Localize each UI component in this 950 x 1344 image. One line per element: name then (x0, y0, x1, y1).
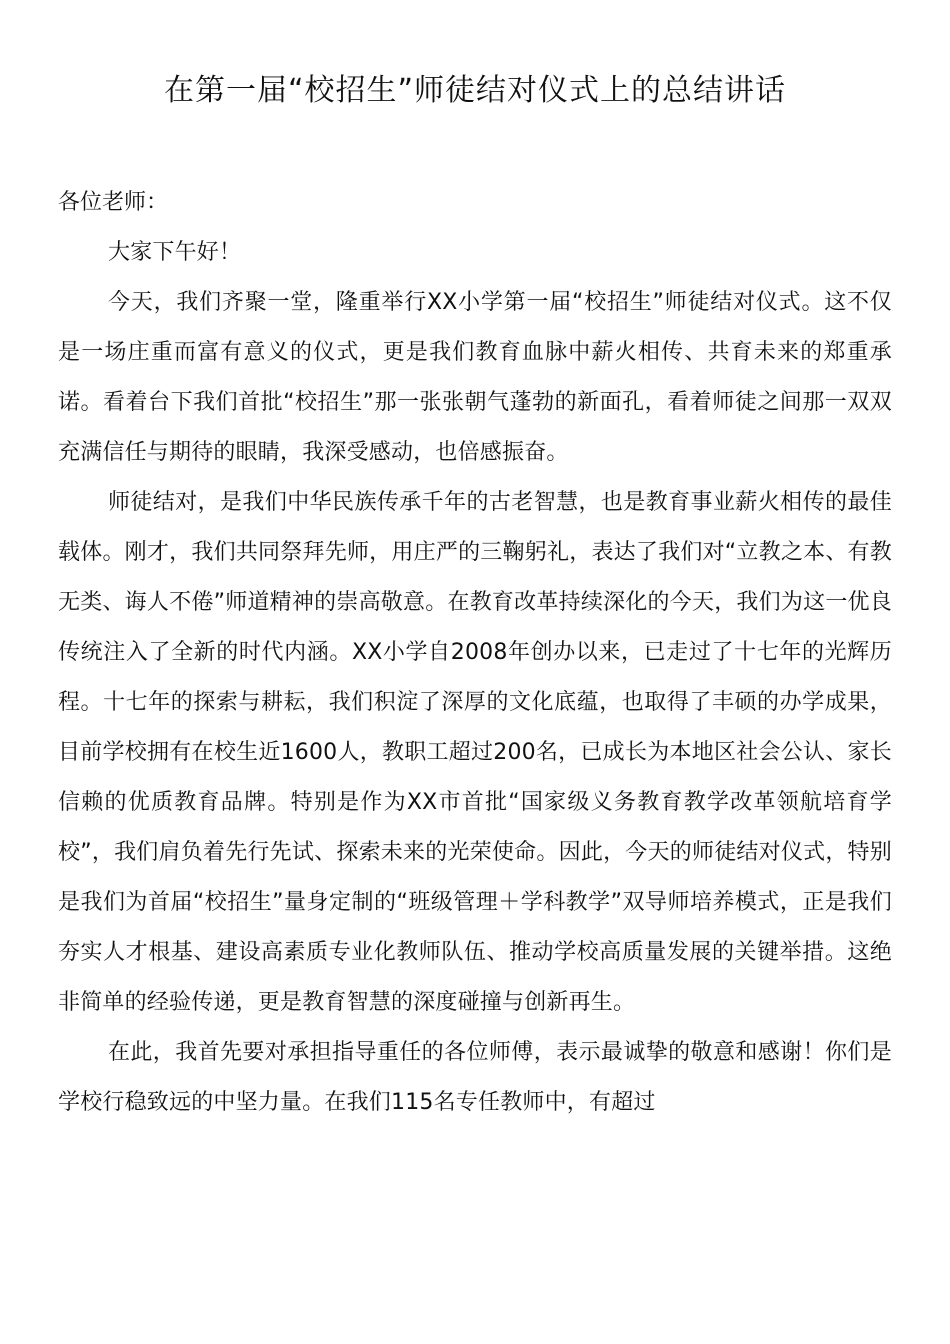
document-title: 在第一届“校招生”师徒结对仪式上的总结讲话 (163, 73, 787, 108)
gratitude-paragraph: 在此，我首先要对承担指导重任的各位师傅，表示最诚挚的敬意和感谢！你们是学校行稳致远的中坚力量。在我们115名专任教师中，有超过 (58, 1040, 892, 1115)
mentorship-paragraph: 师徒结对，是我们中华民族传承千年的古老智慧，也是教育事业薪火相传的最佳载体。刚才，我们共同祭拜先师，用庄严的三鞠躬礼，表达了我们对“立教之本、有教无类、诲人不倦”师道精神的崇高敬意。在教育改革持续深化的今天，我们为这一优良传统注入了全新的时代内涵。XX小学自2008年创办以来，已走过了十七年的光辉历程。十七年的探索与耕耘，我们积淀了深厚的文化底蕴，也取得了丰硕的办学成果，目前学校拥有在校生近1600人，教职工超过200名，已成长为本地区社会公认、家长信赖的优质教育品牌。特别是作为XX市首批“国家级义务教育教学改革领航培育学校”，我们肩负着先行先试、探索未来的光荣使命。因此，今天的师徒结对仪式，特别是我们为首届“校招生”量身定制的“班级管理＋学科教学”双导师培养模式，正是我们夯实人才根基、建设高素质专业化教师队伍、推动学校高质量发展的关键举措。这绝非简单的经验传递，更是教育智慧的深度碰撞与创新再生。 (58, 490, 892, 1015)
salutation: 各位老师： (58, 190, 169, 215)
opening-paragraph: 今天，我们齐聚一堂，隆重举行XX小学第一届“校招生”师徒结对仪式。这不仅是一场庄重而富有意义的仪式，更是我们教育血脉中薪火相传、共育未来的郑重承诺。看着台下我们首批“校招生”那一张张朝气蓬勃的新面孔，看着师徒之间那一双双充满信任与期待的眼睛，我深受感动，也倍感振奋。 (58, 290, 892, 465)
greeting-paragraph: 大家下午好！ (108, 240, 242, 265)
